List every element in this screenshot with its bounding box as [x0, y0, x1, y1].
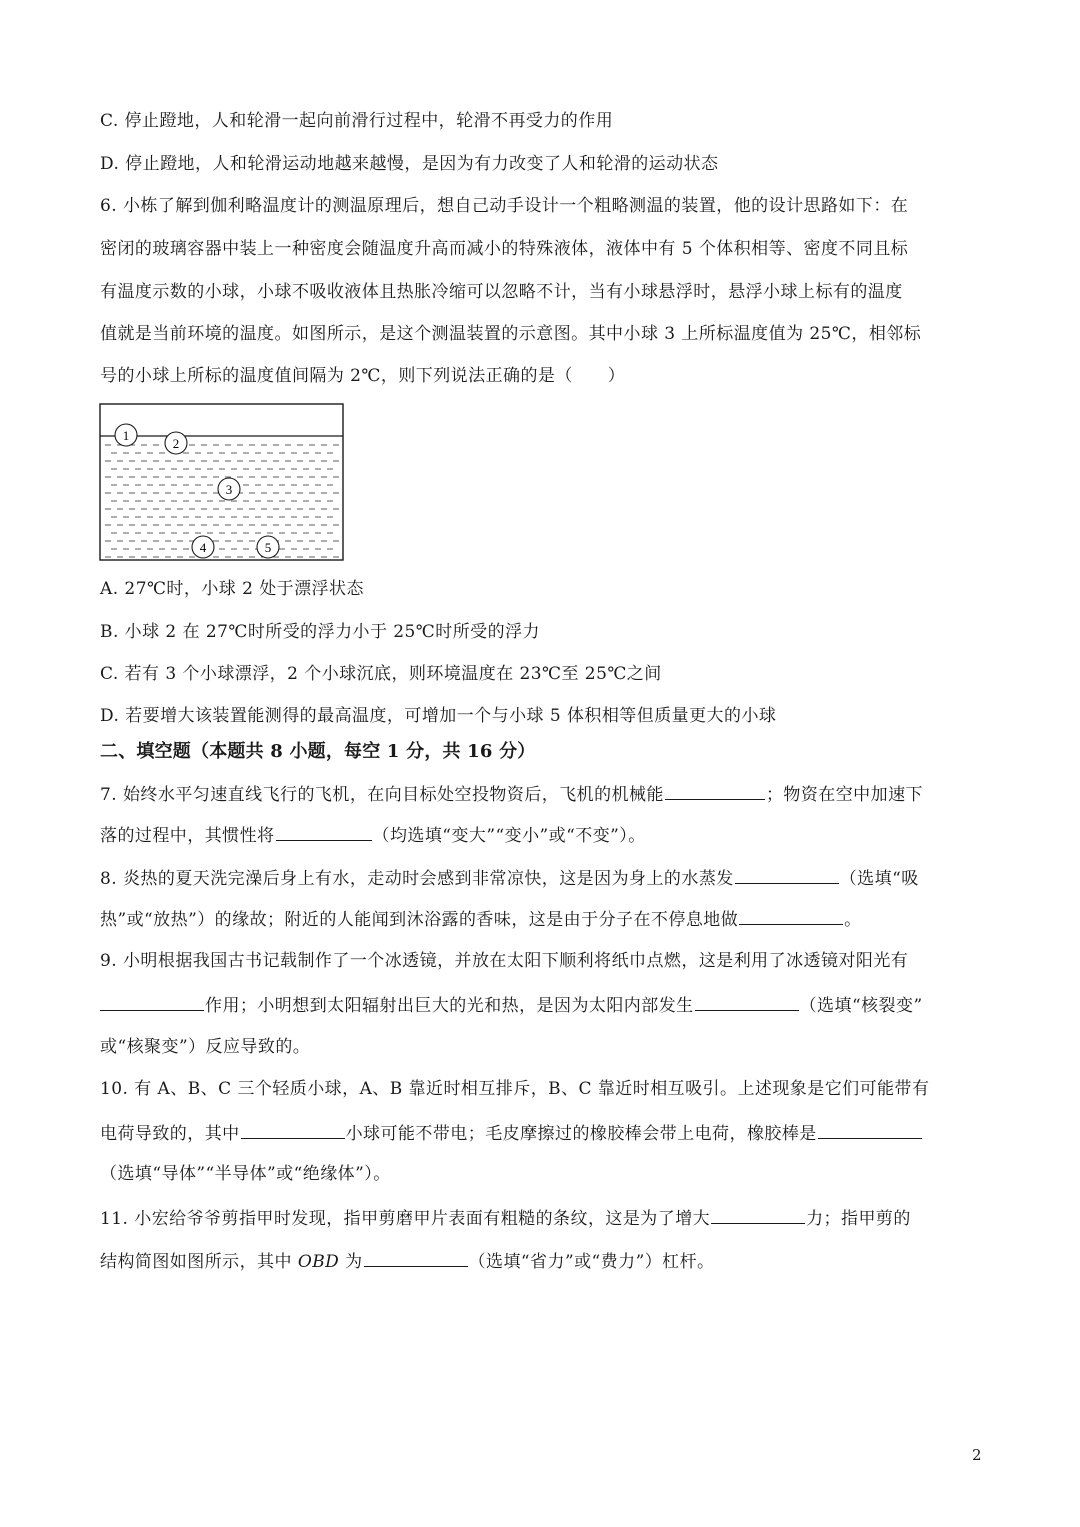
ball-1 [115, 424, 137, 446]
q9-line-1: 9. 小明根据我国古书记载制作了一个冰透镜，并放在太阳下顺利将纸巾点燃，这是利用了冰透镜对阳光有 [100, 951, 909, 971]
q6-option-b: B. 小球 2 在 27℃时所受的浮力小于 25℃时所受的浮力 [100, 622, 540, 642]
q6-option-d: D. 若要增大该装置能测得的最高温度，可增加一个与小球 5 体积相等但质量更大的小球 [100, 706, 777, 726]
ball-4-label: 4 [199, 540, 207, 555]
q9-text-2a: 作用；小明想到太阳辐射出巨大的光和热，是因为太阳内部发生 [205, 996, 694, 1016]
q11-line-1 [100, 1205, 911, 1231]
section-2-heading: 二、填空题（本题共 8 小题，每空 1 分，共 16 分） [100, 741, 536, 762]
q5-option-d: D. 停止蹬地，人和轮滑运动地越来越慢，是因为有力改变了人和轮滑的运动状态 [100, 154, 719, 174]
q8-blank-2[interactable] [739, 906, 843, 925]
q8-blank-1[interactable] [735, 865, 839, 884]
q6-stem-line-1: 6. 小栋了解到伽利略温度计的测温原理后，想自己动手设计一个粗略测温的装置，他的设计思路如下：在 [100, 196, 909, 216]
ball-1-label: 1 [122, 428, 130, 443]
q7-line-2 [100, 822, 646, 848]
q10-blank-1[interactable] [241, 1120, 345, 1139]
q7-text-2a: 落的过程中，其惯性将 [100, 826, 275, 846]
q9-blank-1[interactable] [100, 992, 204, 1011]
q11-text-2b: 为 [339, 1252, 363, 1272]
q6-stem-line-2: 密闭的玻璃容器中装上一种密度会随温度升高而减小的特殊液体，液体中有 5 个体积相等、密度不同且标 [100, 239, 909, 259]
q9-blank-2[interactable] [695, 992, 799, 1011]
q7-text-2b: （均选填“变大”“变小”或“不变”）。 [372, 826, 646, 846]
ball-5-label: 5 [264, 540, 272, 555]
ball-2 [165, 432, 187, 454]
ball-3-label: 3 [225, 482, 233, 497]
q6-stem-line-3: 有温度示数的小球，小球不吸收液体且热胀冷缩可以忽略不计，当有小球悬浮时，悬浮小球上标有的温度 [100, 282, 903, 302]
q7-line-1 [100, 781, 923, 807]
q10-text-2a: 电荷导致的，其中 [100, 1124, 240, 1144]
ball-3 [218, 478, 240, 500]
q5-option-c: C. 停止蹬地，人和轮滑一起向前滑行过程中，轮滑不再受力的作用 [100, 111, 614, 131]
q8-text-1b: （选填“吸 [839, 869, 919, 889]
q11-blank-2[interactable] [364, 1248, 468, 1267]
ball-2-label: 2 [172, 436, 180, 451]
q8-text-2b: 。 [844, 910, 862, 930]
q6-stem-line-5: 号的小球上所标的温度值间隔为 2℃，则下列说法正确的是（ ） [100, 366, 626, 386]
q7-blank-2[interactable] [276, 822, 372, 841]
q10-blank-2[interactable] [818, 1120, 922, 1139]
q10-line-1: 10. 有 A、B、C 三个轻质小球，A、B 靠近时相互排斥，B、C 靠近时相互吸引。上述现象是它们可能带有 [100, 1079, 930, 1099]
q11-text-2c: （选填“省力”或“费力”）杠杆。 [468, 1252, 715, 1272]
q10-line-2 [100, 1120, 923, 1146]
q10-text-2b: 小球可能不带电；毛皮摩擦过的橡胶棒会带上电荷，橡胶棒是 [345, 1124, 817, 1144]
q7-blank-1[interactable] [665, 781, 765, 800]
q9-line-2 [100, 992, 923, 1018]
q11-obd-label: OBD [297, 1252, 340, 1272]
q10-line-3: （选填“导体”“半导体”或“绝缘体”）。 [100, 1164, 391, 1184]
q9-line-3: 或“核聚变”）反应导致的。 [100, 1037, 311, 1057]
q9-text-2b: （选填“核裂变” [799, 996, 923, 1016]
q6-stem-line-4: 值就是当前环境的温度。如图所示，是这个测温装置的示意图。其中小球 3 上所标温度值为 25℃，相邻标 [100, 324, 922, 344]
q11-line-2 [100, 1248, 715, 1274]
q6-option-c: C. 若有 3 个小球漂浮，2 个小球沉底，则环境温度在 23℃至 25℃之间 [100, 664, 662, 684]
q11-text-1a: 11. 小宏给爷爷剪指甲时发现，指甲剪磨甲片表面有粗糙的条纹，这是为了增大 [100, 1209, 711, 1229]
page-number: 2 [972, 1446, 982, 1464]
ball-5 [257, 536, 279, 558]
q8-line-2 [100, 906, 862, 932]
q11-text-2a: 结构简图如图所示，其中 [100, 1252, 298, 1272]
q8-text-1a: 8. 炎热的夏天洗完澡后身上有水，走动时会感到非常凉快，这是因为身上的水蒸发 [100, 869, 734, 889]
q8-line-1 [100, 865, 919, 891]
q11-text-1b: 力；指甲剪的 [806, 1209, 911, 1229]
q6-option-a: A. 27℃时，小球 2 处于漂浮状态 [100, 579, 364, 599]
q7-text-1b: ；物资在空中加速下 [765, 785, 923, 805]
thermometer-container-figure [99, 403, 345, 563]
q11-blank-1[interactable] [711, 1205, 805, 1224]
q7-text-1a: 7. 始终水平匀速直线飞行的飞机，在向目标处空投物资后，飞机的机械能 [100, 785, 664, 805]
ball-4 [192, 536, 214, 558]
q8-text-2a: 热”或“放热”）的缘故；附近的人能闻到沐浴露的香味，这是由于分子在不停息地做 [100, 910, 739, 930]
